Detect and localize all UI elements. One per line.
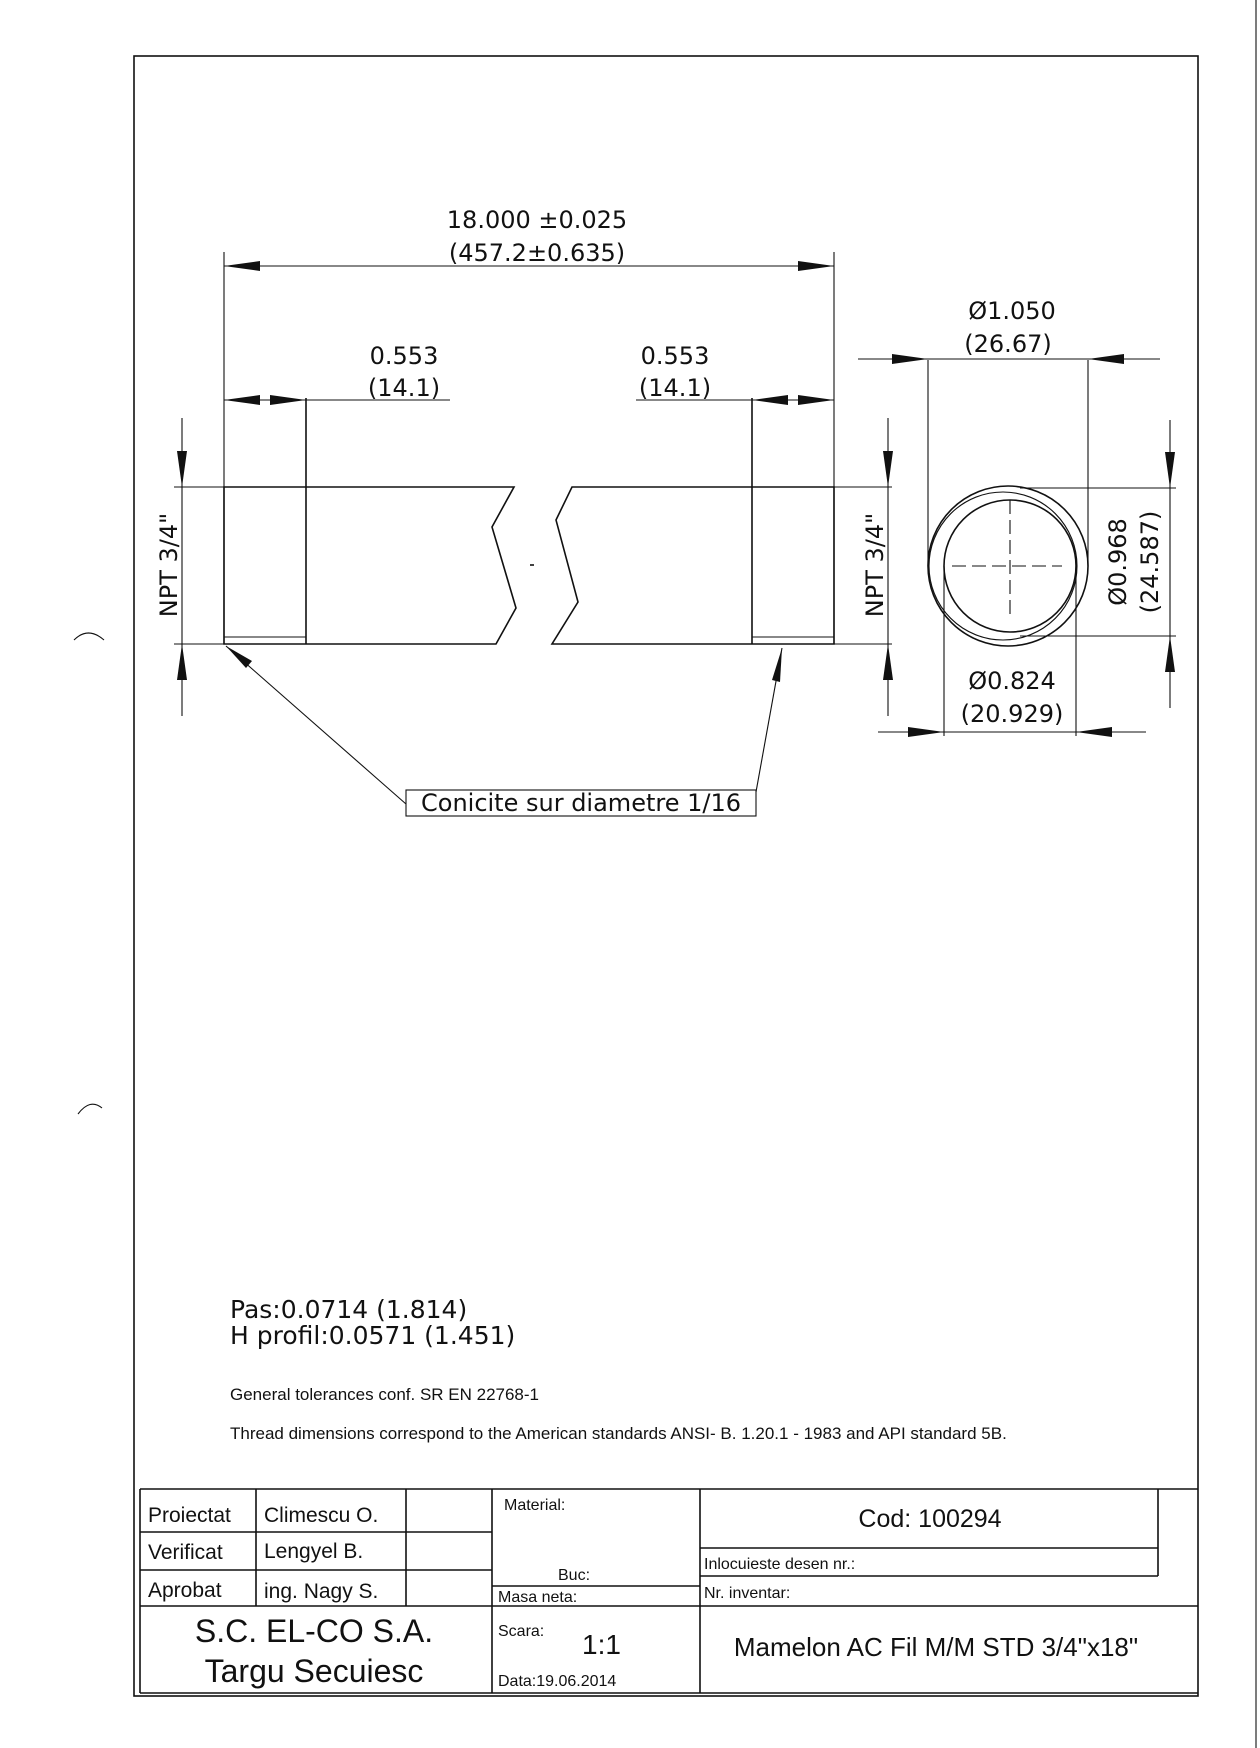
arrow [772, 648, 782, 682]
arrow [752, 395, 788, 405]
note-pas: Pas:0.0714 (1.814) [230, 1295, 468, 1324]
arrow [908, 727, 944, 737]
inventar-label: Nr. inventar: [704, 1585, 791, 1602]
scara-value: 1:1 [582, 1629, 621, 1660]
pipe-left-outline [224, 487, 516, 644]
arrow [177, 644, 187, 680]
verificat-name: Lengyel B. [264, 1540, 364, 1563]
aprobat-name: ing. Nagy S. [264, 1580, 379, 1603]
proiectat-label: Proiectat [148, 1504, 231, 1527]
pd-value: Ø0.968 [1104, 518, 1132, 606]
thread-len-left-mm: (14.1) [367, 374, 441, 402]
verificat-label: Verificat [148, 1541, 223, 1564]
thread-len-right-mm: (14.1) [638, 374, 712, 402]
side-view [155, 206, 893, 817]
scara-label: Scara: [498, 1623, 545, 1640]
drawing-title: Mamelon AC Fil M/M STD 3/4"x18" [733, 1632, 1139, 1662]
id-mm: (20.929) [960, 700, 1064, 728]
cod: Cod: 100294 [858, 1505, 1002, 1533]
notes [230, 1295, 1007, 1443]
note-h-profil: H profil:0.0571 (1.451) [230, 1321, 516, 1350]
arrow [1076, 727, 1112, 737]
inlocuieste-label: Inlocuieste desen nr.: [704, 1556, 856, 1573]
pd-mm: (24.587) [1136, 510, 1164, 614]
thread-len-left-value: 0.553 [369, 342, 439, 370]
pipe-right-outline [552, 487, 834, 644]
thread-len-right-value: 0.553 [640, 342, 710, 370]
overall-length-mm: (457.2±0.635) [448, 239, 626, 267]
arrow [177, 451, 187, 487]
arrow [883, 451, 893, 487]
title-block [140, 1489, 1198, 1693]
arrow [1088, 354, 1124, 364]
note-tolerances: General tolerances conf. SR EN 22768-1 [230, 1385, 540, 1404]
npt-left-label: NPT 3/4" [155, 512, 183, 618]
od-value: Ø1.050 [968, 297, 1056, 325]
masa-neta-label: Masa neta: [498, 1589, 578, 1606]
aprobat-label: Aprobat [148, 1579, 222, 1602]
end-view [858, 297, 1176, 737]
arrow [224, 261, 260, 271]
company-name: S.C. EL-CO S.A. [194, 1613, 434, 1649]
overall-length-value: 18.000 ±0.025 [446, 206, 628, 234]
arrow [224, 395, 260, 405]
arrow [883, 644, 893, 680]
arrow [1165, 636, 1175, 672]
arrow [1165, 452, 1175, 488]
arrow [798, 261, 834, 271]
note-thread-standard: Thread dimensions correspond to the American standards ANSI- B. 1.20.1 - 1983 and API standard 5B. [230, 1424, 1007, 1443]
id-value: Ø0.824 [968, 667, 1056, 695]
arrow [226, 646, 252, 668]
data: Data:19.06.2014 [498, 1673, 617, 1690]
arrow [892, 354, 928, 364]
material-label: Material: [504, 1497, 566, 1514]
scan-mark [78, 1104, 102, 1114]
taper-leader-left [226, 646, 406, 804]
arrow [798, 395, 834, 405]
od-mm: (26.67) [964, 330, 1052, 358]
scan-mark [74, 633, 104, 640]
arrow [270, 395, 306, 405]
proiectat-name: Climescu O. [264, 1504, 379, 1527]
taper-note: Conicite sur diametre 1/16 [421, 789, 741, 817]
npt-right-label: NPT 3/4" [861, 512, 889, 618]
buc-label: Buc: [558, 1567, 591, 1584]
company-city: Targu Secuiesc [204, 1653, 424, 1689]
